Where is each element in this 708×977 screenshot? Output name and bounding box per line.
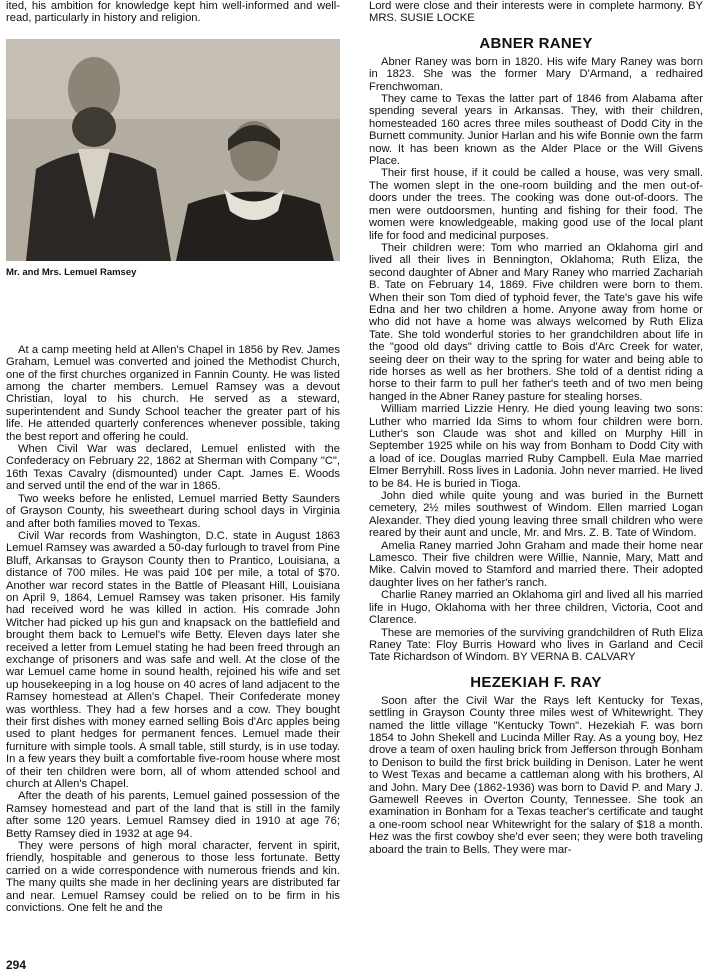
paragraph: Soon after the Civil War the Rays left Kentucky for Texas, settling in Grayson County three miles west of Whitewright. They named the little village "Kentucky Town". Hezekiah F. was born 1854 to John Shekell and Lucinda Miller Ray. As a young boy, Hez drove a team of oxen hauling brick from Jefferson through Bonham to Denison to build the first brick building in Denison. Later he went to West Texas and became a cattleman along with his brothers, Al and John. Mary Dee (1862-1936) was born to David P. and Mary J. Gamewell Reeves in Overton County, Tennessee. She took an examination in Bonham for a Texas teacher's certificate and taught a one-room school near Whitewright for the salary of $18 a month. Hez was the first cowboy she'd ever seen; they were both traveling aboard the train to Bells. They were mar- (369, 694, 703, 856)
portrait-image (6, 39, 340, 261)
paragraph: Their children were: Tom who married an Oklahoma girl and lived all their lives in Bennington, Oklahoma; Ruth Eliza, the second daughter of Abner and Mary Raney who married Zachariah B. Tate on February 14, 1869. Five children were born to them. When their son Tom died of typhoid fever, the Tate's gave his wife Edna and her two children a home. Anyone away from home or who did not have a home was always welcomed by Ruth Eliza Tate. She told wonderful stories to her grandchildren about life in the "good old days" driving cattle to Bois d'Arc Creek for water, seeing deer on their way to the spring for water and being able to ride horses as well as her brothers. She told of a dentist riding a horse to their farm to pull her father's teeth and of two men being hanged in the Abner Raney pasture for stealing horses. (369, 241, 703, 403)
paragraph: Amelia Raney married John Graham and made their home near Lamesco. Their five children were Willie, Nannie, Mary, Matt and Mike. Calvin moved to Stamford and married there. Their adopted daughter lives on her father's ranch. (369, 539, 703, 589)
left-column (6, 0, 340, 915)
paragraph: Their first house, if it could be called a house, was very small. The women slept in the one-room building and the men out-of-doors under the trees. The cooking was done out-of-doors. The men were outdoorsmen, hunting and fishing for their food. The women were knowledgeable, making good use of the local plant life for food and medicinal purposes. (369, 167, 703, 242)
article-hezekiah-ray (369, 674, 703, 856)
paragraph: Civil War records from Washington, D.C. state in August 1863 Lemuel Ramsey was awarded a 50-day furlough to travel from Pine Bluff, Arkansas to Grayson County then to Prantico, Louisiana, a distance of 700 miles. He was paid 10¢ per mile, a total of $70. Another war record states in the Battle of Pleasant Hill, Louisiana on April 9, 1864, Lemuel Ramsey was taken prisoner. His family had received word he was killed in action. His comrade John Witcher had picked up his gun and knapsack on the battlefield and brought them back to Lemuel's wife Betty. Eleven days later she received a letter from Lemuel stating he had been freed through an exchange of prisoners and was safe and well. At the close of the war Lemuel came home in sound health, rejoined his wife and set up housekeeping in a log house on 40 acres of land adjacent to the Ramsey homestead at Allen's Chapel. Their Confederate money was worthless. They had a few horses and a cow. They bought their first dishes with money earned selling Bois d'Arc apples being used to plant hedges for permanent fences. Lemuel made their furniture with simple tools. A small table, still sturdy, is in use today. In a few years they built a comfortable five-room house where most of their ten children were born, all of whom attended school and church at Allen's Chapel. (6, 529, 340, 791)
paragraph: They were persons of high moral character, fervent in spirit, friendly, hospitable and generous to those less fortunate. Betty carried on a wide correspondence with numerous friends and kin. The many quilts she made in her declining years are distributed far and near. Lemuel Ramsey could be relied on to be firm in his convictions. One felt he and the (6, 840, 340, 915)
continued-paragraph: Lord were close and their interests were in complete harmony. BY MRS. SUSIE LOCKE (369, 0, 703, 25)
right-column (369, 0, 703, 856)
article-abner-raney (369, 35, 703, 664)
paragraph: At a camp meeting held at Allen's Chapel in 1856 by Rev. James Graham, Lemuel was converted and joined the Methodist Church, one of the first churches organized in Fannin County. He was listed among the charter members. Lemuel Ramsey was a devout Christian, loyal to his church. He served as a steward, superintendent and Sundy School teacher the greater part of his life. He attended quarterly conferences whenever possible, taking the best report and offering he could. (6, 343, 340, 443)
paragraph: Abner Raney was born in 1820. His wife Mary Raney was born in 1823. She was the former Mary D'Armand, a redhaired Frenchwoman. (369, 55, 703, 93)
page-number: 294 (6, 958, 27, 972)
paragraph: These are memories of the surviving grandchildren of Ruth Eliza Raney Tate: Floy Burris Howard who lives in Garland and Cecil Tate Richardson of Windom. BY VERNA B. CALVARY (369, 626, 703, 664)
photo-caption: Mr. and Mrs. Lemuel Ramsey (6, 266, 137, 278)
paragraph: John died while quite young and was buried in the Burnett cemetery, 2½ miles southwest of Windom. Ellen married Logan Alexander. They died young leaving three small children who were reared by their aunt and uncle, Mr. and Mrs. Z. B. Tate of Windom. (369, 490, 703, 540)
article-title: ABNER RANEY (479, 34, 593, 52)
paragraph: Two weeks before he enlisted, Lemuel married Betty Saunders of Grayson County, his sweetheart during school days in Virginia and after both families moved to Texas. (6, 492, 340, 530)
paragraph: William married Lizzie Henry. He died young leaving two sons: Luther who married Ida Sims to whom four children were born. Luther's son Claude was shot and killed on Murphy Hill in September 1925 while on his way from Bonham to Dodd City with a load of ice. Douglas married Ruby Campbell. Eula Mae married Elmer Berryhill. Ross lives in Ladonia. John never married. He lived to be 84. He is buried in Tioga. (369, 403, 703, 490)
paragraph: They came to Texas the latter part of 1846 from Alabama after spending several years in Arkansas. They, with their children, homesteaded 160 acres three miles southeast of Dodd City in the Burnett community. Junior Harlan and his wife Bonnie own the farm now. It has been known as the Alder Place or the Will Givens Place. (369, 93, 703, 168)
continued-paragraph: ited, his ambition for knowledge kept him well-informed and well-read, particularly in history and religion. (6, 0, 340, 25)
article-title: HEZEKIAH F. RAY (470, 673, 602, 691)
paragraph: After the death of his parents, Lemuel gained possession of the Ramsey homestead and part of the land that is still in the family after some 120 years. Lemuel Ramsey died in 1910 at age 76; Betty Ramsey died in 1932 at age 94. (6, 790, 340, 840)
spacer (6, 278, 340, 344)
paragraph: Charlie Raney married an Oklahoma girl and lived all his married life in Hugo, Oklahoma with her three children, Victoria, Coot and Clarence. (369, 589, 703, 627)
portrait-photo (6, 39, 340, 261)
left-article-body (6, 344, 340, 915)
paragraph: When Civil War was declared, Lemuel enlisted with the Confederacy on February 22, 1862 at Sherman with Company "C", 16th Texas Cavalry (dismounted) under Capt. James E. Woods and served until the end of the war in 1865. (6, 443, 340, 493)
